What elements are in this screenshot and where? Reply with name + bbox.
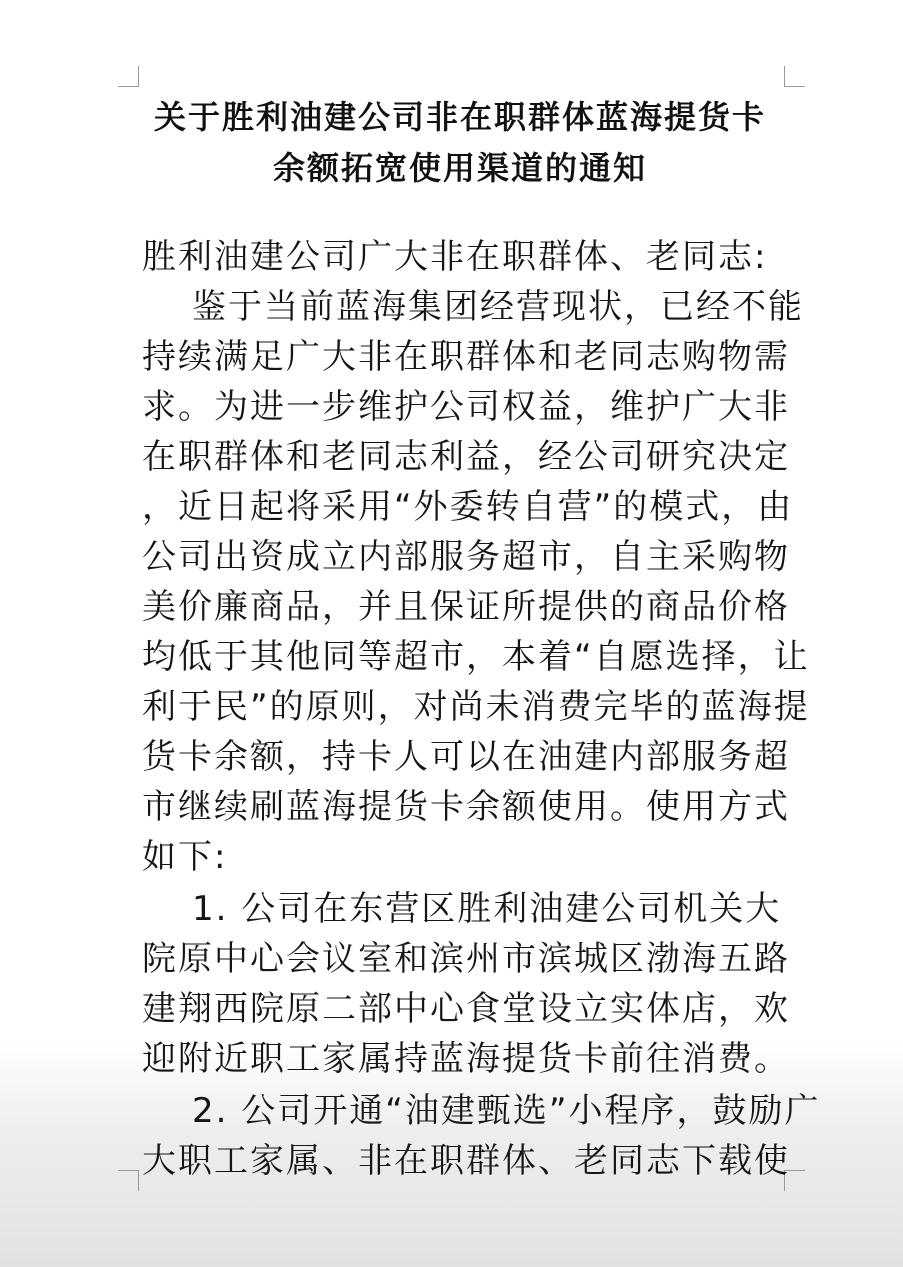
crop-mark-top-right	[784, 66, 805, 87]
list-item-2-line: 2. 公司开通“油建甄选”小程序，鼓励广	[192, 1091, 821, 1131]
body-line: 求。为进一步维护公司权益，维护广大非	[142, 387, 790, 427]
list-item-1-line: 1. 公司在东营区胜利油建公司机关大	[192, 889, 782, 929]
body-line: 如下:	[142, 837, 228, 877]
body-line: 利于民”的原则，对尚未消费完毕的蓝海提	[142, 687, 810, 727]
list-item-1-line: 院原中心会议室和滨州市滨城区渤海五路	[142, 939, 790, 979]
crop-mark-top-left	[118, 66, 139, 87]
crop-mark-bottom-left	[118, 1170, 139, 1191]
body-line: 鉴于当前蓝海集团经营现状，已经不能	[192, 287, 804, 327]
body-line: 持续满足广大非在职群体和老同志购物需	[142, 337, 790, 377]
document-title-line-1: 关于胜利油建公司非在职群体蓝海提货卡	[153, 98, 766, 136]
list-item-1-line: 建翔西院原二部中心食堂设立实体店，欢	[142, 989, 790, 1029]
body-line: 公司出资成立内部服务超市，自主采购物	[142, 537, 790, 577]
body-line: 货卡余额，持卡人可以在油建内部服务超	[142, 737, 790, 777]
list-item-1-line: 迎附近职工家属持蓝海提货卡前往消费。	[142, 1039, 790, 1079]
salutation: 胜利油建公司广大非在职群体、老同志:	[142, 237, 768, 277]
list-item-2-line: 大职工家属、非在职群体、老同志下载使	[142, 1141, 790, 1181]
document-title-line-2: 余额拓宽使用渠道的通知	[272, 149, 647, 187]
body-line: ，近日起将采用“外委转自营”的模式，由	[142, 487, 794, 527]
body-line: 在职群体和老同志利益，经公司研究决定	[142, 437, 790, 477]
body-line: 美价廉商品，并且保证所提供的商品价格	[142, 587, 790, 627]
body-line: 均低于其他同等超市，本着“自愿选择，让	[142, 637, 810, 677]
body-line: 市继续刷蓝海提货卡余额使用。使用方式	[142, 787, 790, 827]
